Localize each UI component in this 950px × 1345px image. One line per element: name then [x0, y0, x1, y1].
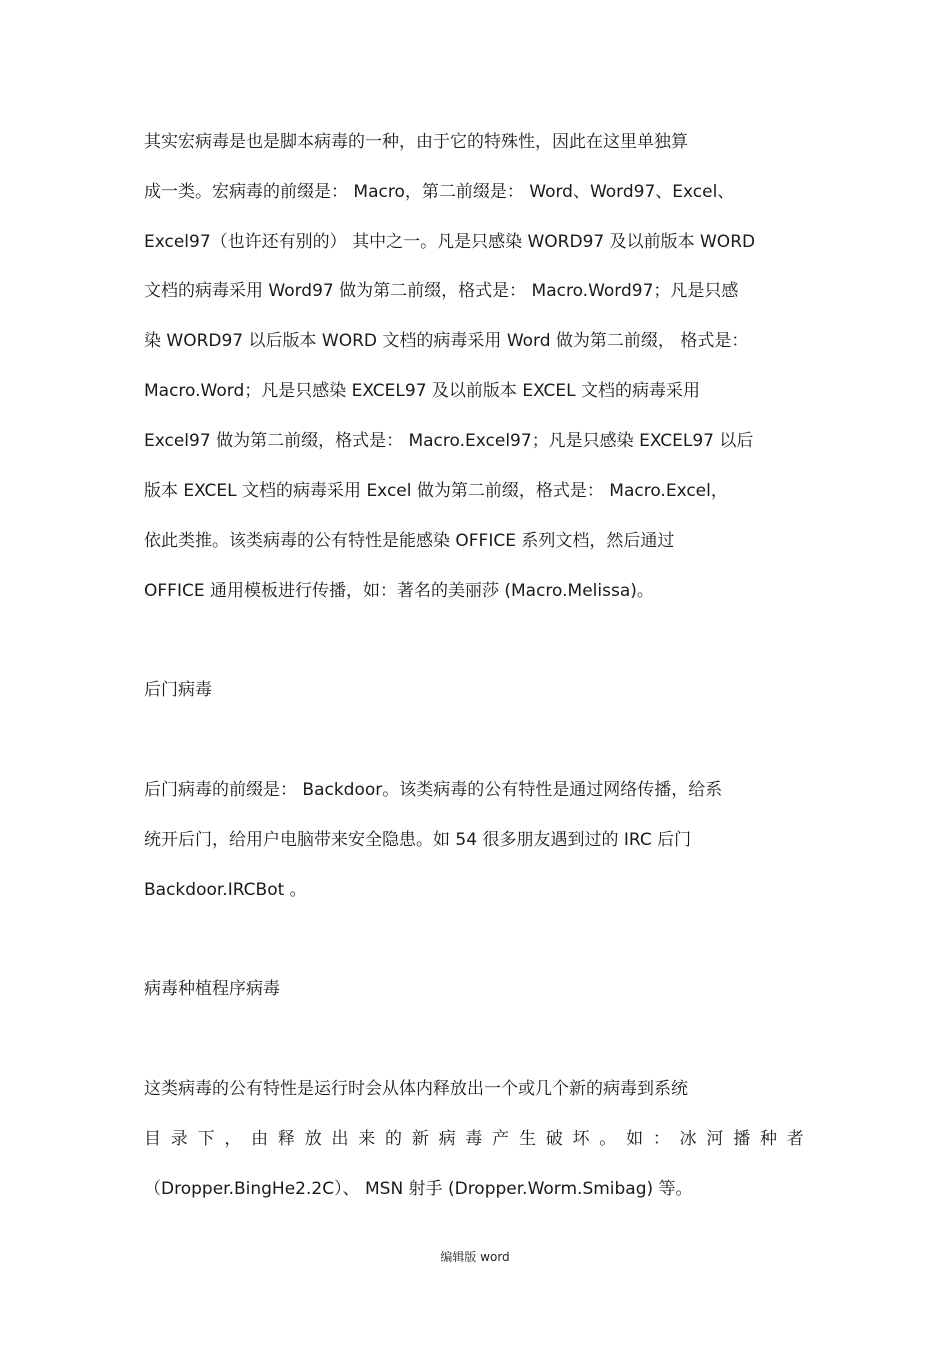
dropper-word: 由: [251, 1129, 269, 1149]
dropper-word: 录: [170, 1129, 188, 1149]
dropper-word: 出: [331, 1129, 349, 1149]
dropper-paragraph-line-1: 这类病毒的公有特性是运行时会从体内释放出一个或几个新的病毒到系统: [144, 1079, 688, 1099]
dropper-word: 的: [385, 1129, 403, 1149]
page-footer: 编辑版 word: [440, 1250, 510, 1264]
macro-paragraph-line-10: OFFICE 通用模板进行传播，如：著名的美丽莎 (Macro.Melissa)。: [144, 581, 654, 601]
backdoor-paragraph-line-2: 统开后门，给用户电脑带来安全隐患。如 54 很多朋友遇到过的 IRC 后门: [144, 830, 692, 850]
dropper-word: 河: [706, 1129, 724, 1149]
dropper-word: 毒: [465, 1129, 483, 1149]
dropper-word: 如: [626, 1129, 644, 1149]
dropper-word: ，: [224, 1129, 242, 1149]
dropper-word: 者: [786, 1129, 804, 1149]
dropper-paragraph-line-3: （Dropper.BingHe2.2C）、 MSN 射手 (Dropper.Worm.Smibag) 等。: [144, 1179, 693, 1199]
dropper-word: ：: [652, 1129, 670, 1149]
dropper-word: 下: [197, 1129, 215, 1149]
macro-paragraph-line-1: 其实宏病毒是也是脚本病毒的一种，由于它的特殊性，因此在这里单独算: [144, 132, 688, 152]
dropper-word: 目: [144, 1129, 161, 1149]
dropper-word: 破: [545, 1129, 563, 1149]
dropper-word: 播: [733, 1129, 751, 1149]
macro-paragraph-line-6: Macro.Word；凡是只感染 EXCEL97 及以前版本 EXCEL 文档的病毒采用: [144, 381, 700, 401]
macro-paragraph-line-7: Excel97 做为第二前缀，格式是： Macro.Excel97；凡是只感染 EXCEL97 以后: [144, 431, 754, 451]
backdoor-paragraph-line-3: Backdoor.IRCBot 。: [144, 880, 307, 900]
dropper-word: 冰: [679, 1129, 697, 1149]
dropper-word: 种: [759, 1129, 777, 1149]
dropper-word: 释: [277, 1129, 295, 1149]
dropper-word: 来: [358, 1129, 376, 1149]
dropper-word: 产: [492, 1129, 510, 1149]
dropper-word: 新: [411, 1129, 429, 1149]
dropper-word: 。: [599, 1129, 617, 1149]
macro-paragraph-line-4: 文档的病毒采用 Word97 做为第二前缀，格式是： Macro.Word97；凡是只感: [144, 281, 739, 301]
dropper-word: 病: [438, 1129, 456, 1149]
macro-paragraph-line-9: 依此类推。该类病毒的公有特性是能感染 OFFICE 系列文档，然后通过: [144, 531, 675, 551]
backdoor-heading: 后门病毒: [144, 680, 212, 700]
dropper-word: 生: [518, 1129, 536, 1149]
dropper-word: 坏: [572, 1129, 590, 1149]
dropper-word: 放: [304, 1129, 322, 1149]
macro-paragraph-line-2: 成一类。宏病毒的前缀是： Macro，第二前缀是： Word、Word97、Excel、: [144, 182, 735, 202]
dropper-heading: 病毒种植程序病毒: [144, 979, 280, 999]
dropper-paragraph-line-2: [144, 1128, 804, 1150]
macro-paragraph-line-3: Excel97（也许还有别的） 其中之一。凡是只感染 WORD97 及以前版本 WORD: [144, 232, 756, 252]
macro-paragraph-line-5: 染 WORD97 以后版本 WORD 文档的病毒采用 Word 做为第二前缀， 格式是：: [144, 331, 749, 351]
backdoor-paragraph-line-1: 后门病毒的前缀是： Backdoor。该类病毒的公有特性是通过网络传播，给系: [144, 780, 723, 800]
macro-paragraph-line-8: 版本 EXCEL 文档的病毒采用 Excel 做为第二前缀，格式是： Macro.Excel，: [144, 481, 728, 501]
